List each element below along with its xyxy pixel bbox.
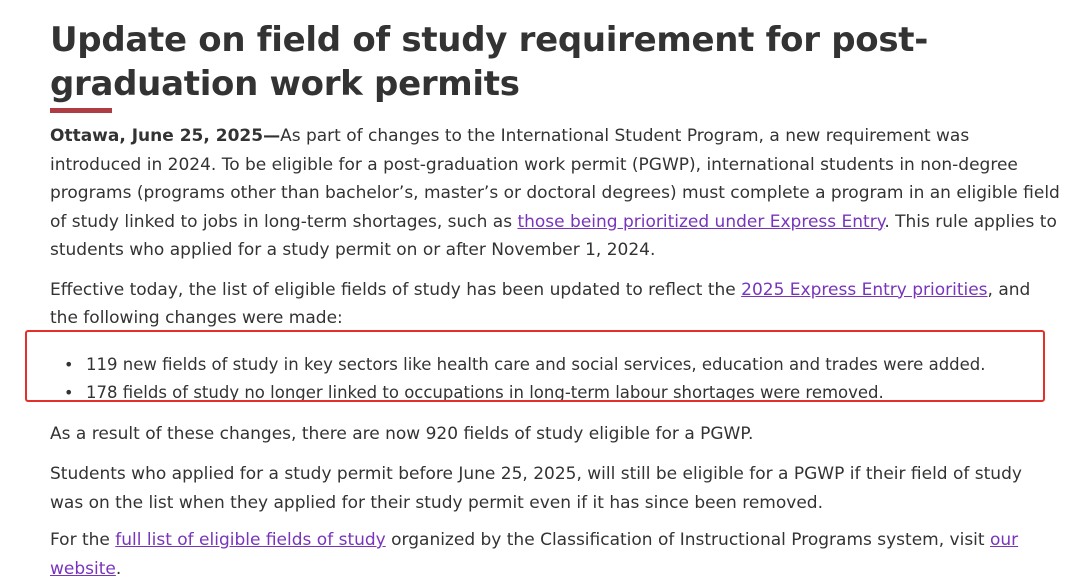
changes-highlight-box <box>25 330 1045 402</box>
express-entry-prioritized-link[interactable]: those being prioritized under Express Entry <box>517 211 885 232</box>
effective-today-paragraph <box>50 276 1060 333</box>
full-list-text-middle: organized by the Classification of Instructional Programs system, visit <box>385 530 990 550</box>
full-list-text-end: . <box>115 558 122 579</box>
intro-paragraph <box>50 122 1060 265</box>
dateline-dash: — <box>263 126 281 146</box>
full-list-text-before: For the <box>50 530 116 550</box>
list-item-text: 119 new fields of study in key sectors like health care and social services, education and trades were added. <box>86 354 986 374</box>
effective-text-after-link: , and the following changes were made: <box>50 279 1031 328</box>
list-item-text: 178 fields of study no longer linked to occupations in long-term labour shortages were removed. <box>86 383 884 402</box>
article <box>50 18 1060 583</box>
title-underline-accent <box>50 108 112 113</box>
effective-text-before-link: Effective today, the list of eligible fields of study has been updated to reflect the <box>50 279 742 300</box>
result-paragraph: As a result of these changes, there are now 920 fields of study eligible for a PGWP. <box>50 423 754 444</box>
our-website-link[interactable]: our website <box>50 530 1019 579</box>
previous-applicants-paragraph: Students who applied for a study permit before June 25, 2025, will still be eligible for a PGWP if their field of study was on the list when they applied for their study permit even if it has since been removed. <box>50 464 1022 513</box>
intro-text-after-link: . This rule applies to students who applied for a study permit on or after November 1, 2024. <box>50 211 1057 260</box>
full-list-fields-link[interactable]: full list of eligible fields of study <box>115 530 386 550</box>
page-title: Update on field of study requirement for post-graduation work permits <box>50 20 929 104</box>
express-entry-priorities-link[interactable]: 2025 Express Entry priorities <box>741 279 988 300</box>
full-list-paragraph <box>50 526 1060 583</box>
bullet-icon: • <box>64 354 74 374</box>
bullet-icon: • <box>64 383 74 402</box>
dateline: Ottawa, June 25, 2025 <box>50 126 264 146</box>
intro-text-before-link: As part of changes to the International Student Program, a new requirement was introduced in 2024. To be eligible for a post-graduation work permit (PGWP), international students in non-degree programs (programs other than bachelor’s, master’s or doctoral degrees) must complete a program in an eligible field of study linked to jobs in long-term shortages, such as <box>50 126 1060 232</box>
